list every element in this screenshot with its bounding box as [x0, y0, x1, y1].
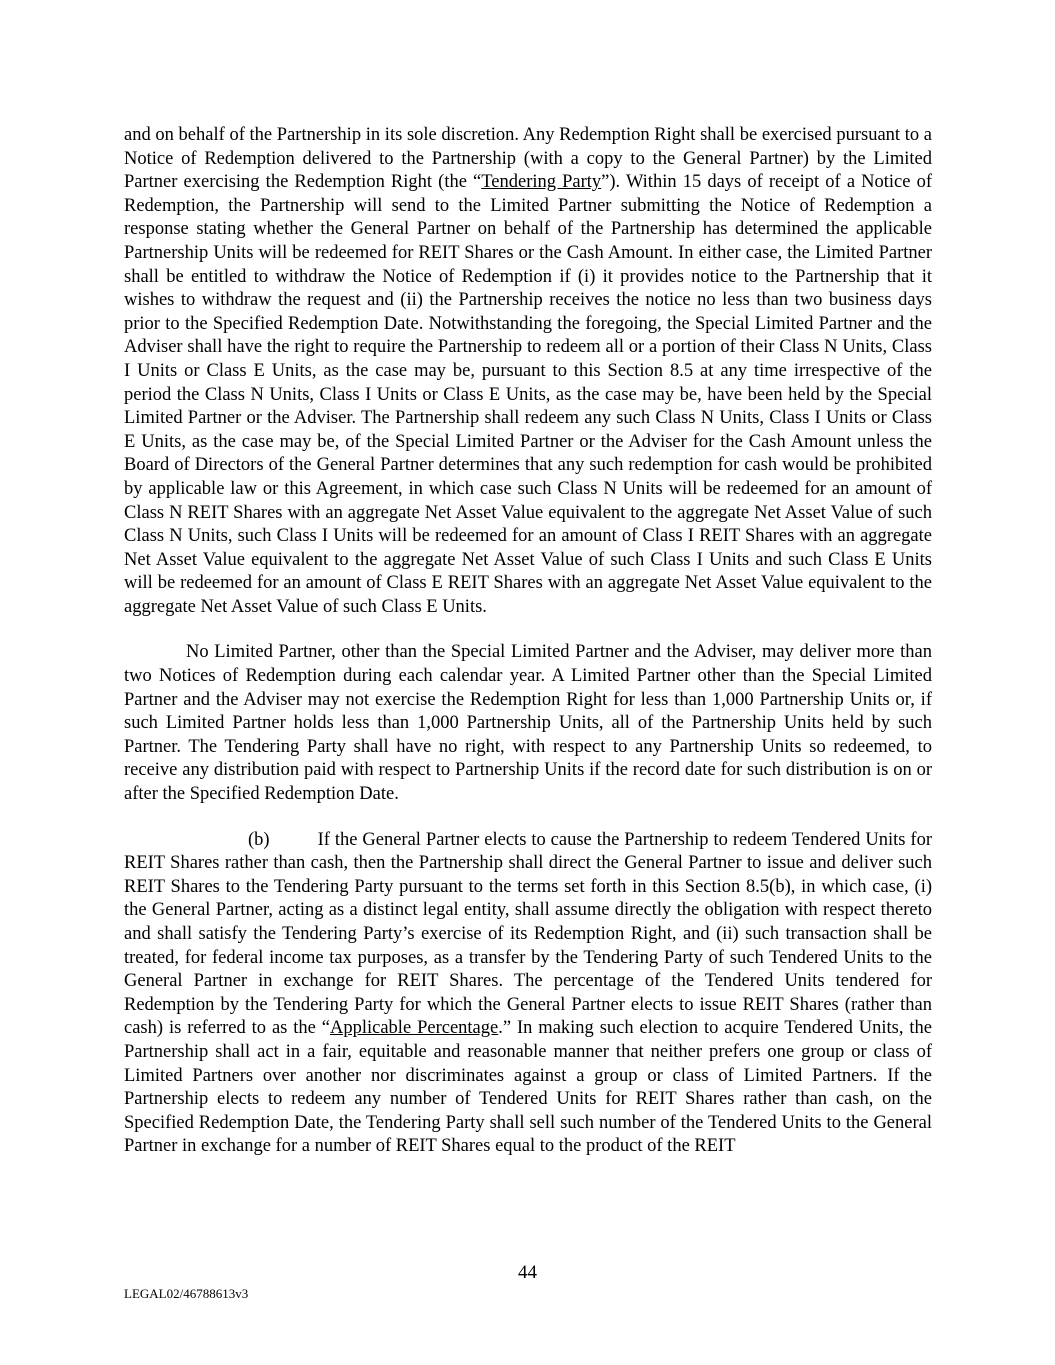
section-label: (b) [248, 829, 270, 850]
document-page [124, 124, 932, 1159]
paragraph-text: and on behalf of the Partnership in its sole discretion. Any Redemption Right shall be exercised pursuant to a Notice of Redemption delivered to the Partnership (with a copy to the General Partner) by the Limited Partner exercising the Redemption Right (the “ [124, 125, 932, 193]
paragraph-section-b [124, 829, 932, 1159]
paragraph-text: ”). Within 15 days of receipt of a Notice of Redemption, the Partnership will send to the Limited Partner submitting the Notice of Redemption a response stating whether the General Partner on behalf of the Partnership has determined the applicable Partnership Units will be redeemed for REIT Shares or the Cash Amount. In either case, the Limited Partner shall be entitled to withdraw the Notice of Redemption if (i) it provides notice to the Partnership that it wishes to withdraw the request and (ii) the Partnership receives the notice no less than two business days prior to the Specified Redemption Date. Notwithstanding the foregoing, the Special Limited Partner and the Adviser shall have the right to require the Partnership to redeem all or a portion of their Class N Units, Class I Units or Class E Units, as the case may be, pursuant to this Section 8.5 at any time irrespective of the period the Class N Units, Class I Units or Class E Units, as the case may be, have been held by the Special Limited Partner or the Adviser. The Partnership shall redeem any such Class N Units, Class I Units or Class E Units, as the case may be, of the Special Limited Partner or the Adviser for the Cash Amount unless the Board of Directors of the General Partner determines that any such redemption for cash would be prohibited by applicable law or this Agreement, in which case such Class N Units will be redeemed for an amount of Class N REIT Shares with an aggregate Net Asset Value equivalent to the aggregate Net Asset Value of such Class N Units, such Class I Units will be redeemed for an amount of Class I REIT Shares with an aggregate Net Asset Value equivalent to the aggregate Net Asset Value of such Class I Units and such Class E Units will be redeemed for an amount of Class E REIT Shares with an aggregate Net Asset Value equivalent to the aggregate Net Asset Value of such Class E Units. [124, 172, 932, 617]
paragraph-redemption-limits: No Limited Partner, other than the Special Limited Partner and the Adviser, may deliver more than two Notices of Redemption during each calendar year. A Limited Partner other than the Special Limited Partner and the Adviser may not exercise the Redemption Right for less than 1,000 Partnership Units or, if such Limited Partner holds less than 1,000 Partnership Units, all of the Partnership Units held by such Partner. The Tendering Party shall have no right, with respect to any Partnership Units so redeemed, to receive any distribution paid with respect to Partnership Units if the record date for such distribution is on or after the Specified Redemption Date. [124, 642, 932, 805]
paragraph-text: If the General Partner elects to cause the Partnership to redeem Tendered Units for REIT Shares rather than cash, then the Partnership shall direct the General Partner to issue and deliver such REIT Shares to the Tendering Party pursuant to the terms set forth in this Section 8.5(b), in which case, (i) the General Partner, acting as a distinct legal entity, shall assume directly the obligation with respect thereto and shall satisfy the Tendering Party’s exercise of its Redemption Right, and (ii) such transaction shall be treated, for federal income tax purposes, as a transfer by the Tendering Party of such Tendered Units to the General Partner in exchange for REIT Shares. The percentage of the Tendered Units tendered for Redemption by the Tendering Party for which the General Partner elects to issue REIT Shares (rather than cash) is referred to as the “ [124, 829, 932, 1039]
paragraph-redemption-right [124, 124, 932, 619]
defined-term-applicable-percentage: Applicable Percentage [330, 1018, 499, 1039]
paragraph-text: .” In making such election to acquire Tendered Units, the Partnership shall act in a fair, equitable and reasonable manner that neither prefers one group or class of Limited Partners over another nor discriminates against a group or class of Limited Partners. If the Partnership elects to redeem any number of Tendered Units for REIT Shares rather than cash, on the Specified Redemption Date, the Tendering Party shall sell such number of the Tendered Units to the General Partner in exchange for a number of REIT Shares equal to the product of the REIT [124, 1018, 933, 1157]
page-number: 44 [518, 1262, 537, 1283]
defined-term-tendering-party: Tendering Party [481, 172, 602, 193]
document-id: LEGAL02/46788613v3 [124, 1286, 249, 1301]
